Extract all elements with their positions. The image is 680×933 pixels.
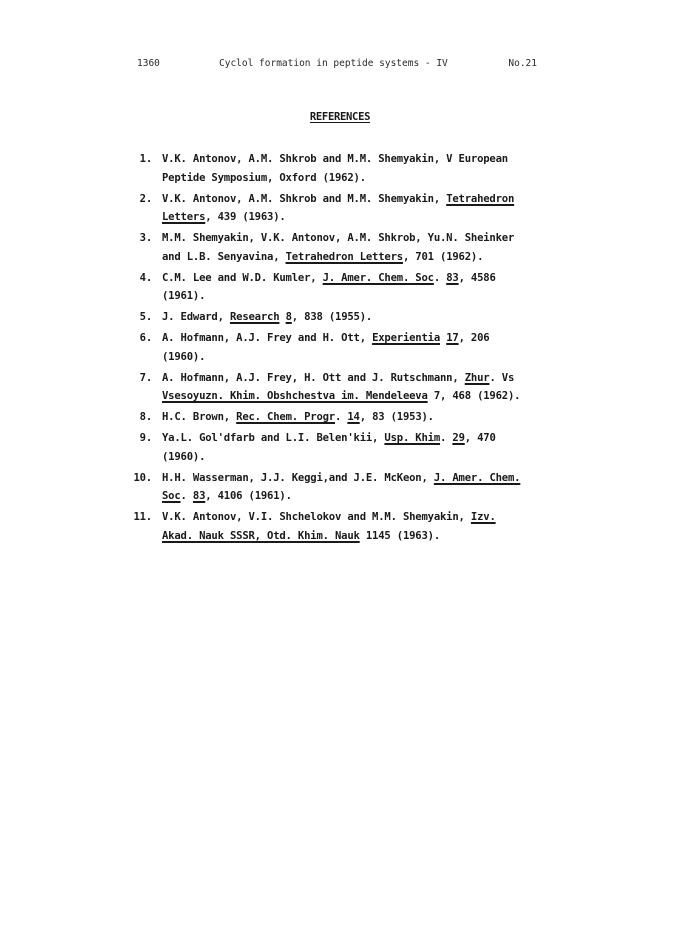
reference-source-underlined: Tetrahedron Letters <box>162 192 515 223</box>
reference-text-segment: V.K. Antonov, A.M. Shkrob and M.M. Shemyakin, <box>162 192 447 205</box>
reference-text-segment: , 83 (1953). <box>359 411 434 423</box>
reference-number: 9. <box>139 432 152 444</box>
reference-text <box>162 329 550 366</box>
reference-text-segment: , 470 (1960). <box>162 432 496 463</box>
reference-source-underlined: 14 <box>347 411 360 423</box>
reference-text-segment: A. Hofmann, A.J. Frey and H. Ott, <box>162 332 373 344</box>
reference-text-segment: , 206 (1960). <box>162 332 490 363</box>
page-number: 1360 <box>137 58 160 69</box>
reference-text-segment: V.K. Antonov, V.I. Shchelokov and M.M. Shemyakin, <box>162 511 471 523</box>
reference-source-underlined: Izv. Akad. Nauk SSSR, Otd. Khim. Nauk <box>162 511 496 542</box>
running-header <box>137 58 537 72</box>
reference-text-segment: V.K. Antonov, A.M. Shkrob and M.M. Shemyakin, V European Peptide Symposium, Oxford (1962). <box>162 153 508 184</box>
reference-text <box>162 469 550 506</box>
reference-item <box>130 408 550 427</box>
reference-source-underlined: 83 <box>446 271 459 284</box>
issue-number: No.21 <box>508 58 537 69</box>
reference-number: 6. <box>139 332 152 344</box>
reference-text <box>162 508 550 545</box>
reference-text-segment: . <box>440 432 453 444</box>
reference-text-segment: , 838 (1955). <box>291 311 373 323</box>
reference-number: 7. <box>139 371 152 384</box>
reference-item <box>130 269 550 306</box>
reference-source-underlined: Rec. Chem. Progr <box>236 411 335 423</box>
reference-source-underlined: Usp. Khim <box>384 432 441 444</box>
reference-text <box>162 229 550 266</box>
reference-text-segment: . Vs <box>489 371 515 384</box>
reference-text <box>162 190 550 227</box>
reference-text <box>162 408 550 427</box>
reference-text <box>162 308 550 327</box>
reference-source-underlined: J. Amer. Chem. Soc <box>162 471 521 502</box>
reference-number: 11. <box>133 511 152 523</box>
reference-number: 1. <box>139 153 152 165</box>
reference-text <box>162 369 550 406</box>
reference-item <box>130 508 550 545</box>
reference-text-segment: H.H. Wasserman, J.J. Keggi,and J.E. McKeon, <box>162 471 434 484</box>
reference-item <box>130 329 550 366</box>
reference-text-segment: 7, 468 (1962). <box>427 390 521 402</box>
reference-number: 2. <box>139 192 152 205</box>
references-list <box>130 150 550 548</box>
reference-source-underlined: Research <box>229 311 280 323</box>
reference-source-underlined: Experientia <box>372 332 441 344</box>
reference-source-underlined: Tetrahedron Letters <box>285 250 403 263</box>
reference-text <box>162 269 550 306</box>
reference-number: 4. <box>139 271 152 284</box>
reference-text-segment: C.M. Lee and W.D. Kumler, <box>162 271 323 284</box>
reference-text-segment: , 701 (1962). <box>402 250 484 263</box>
reference-text-segment: . <box>433 271 447 284</box>
reference-source-underlined: 29 <box>452 432 465 444</box>
reference-text-segment: . <box>335 411 348 423</box>
reference-source-underlined: 83 <box>192 490 206 502</box>
reference-number: 3. <box>139 232 152 244</box>
reference-text-segment: Ya.L. Gol'dfarb and L.I. Belen'kii, <box>162 432 385 444</box>
reference-source-underlined: Vsesoyuzn. Khim. Obshchestva im. Mendeleeva <box>162 390 428 402</box>
reference-source-underlined: Zhur <box>464 371 490 384</box>
reference-text <box>162 150 550 187</box>
reference-text-segment: , 439 (1963). <box>205 211 286 223</box>
reference-text-segment: M.M. Shemyakin, V.K. Antonov, A.M. Shkrob, Yu.N. Sheinker and L.B. Senyavina, <box>162 232 515 263</box>
reference-item <box>130 429 550 466</box>
reference-item <box>130 229 550 266</box>
reference-number: 10. <box>133 471 152 484</box>
reference-text-segment: , 4586 (1961). <box>162 271 496 302</box>
reference-text-segment: . <box>180 490 193 502</box>
reference-item <box>130 369 550 406</box>
reference-text-segment: , 4106 (1961). <box>205 490 292 502</box>
reference-item <box>130 469 550 506</box>
reference-number: 5. <box>139 311 152 323</box>
reference-text <box>162 429 550 466</box>
running-title: Cyclol formation in peptide systems - IV <box>219 58 448 69</box>
reference-number: 8. <box>139 411 152 423</box>
reference-text-segment: H.C. Brown, <box>162 411 237 423</box>
reference-source-underlined: 8 <box>285 311 292 323</box>
reference-text-segment: A. Hofmann, A.J. Frey, H. Ott and J. Rutschmann, <box>162 371 465 384</box>
reference-item <box>130 190 550 227</box>
reference-text-segment: 1145 (1963). <box>359 529 441 542</box>
reference-source-underlined: 17 <box>446 332 459 344</box>
reference-source-underlined: J. Amer. Chem. Soc <box>322 271 434 284</box>
references-heading: REFERENCES <box>309 111 371 123</box>
reference-text-segment: J. Edward, <box>162 311 230 323</box>
reference-item <box>130 150 550 187</box>
reference-item <box>130 308 550 327</box>
